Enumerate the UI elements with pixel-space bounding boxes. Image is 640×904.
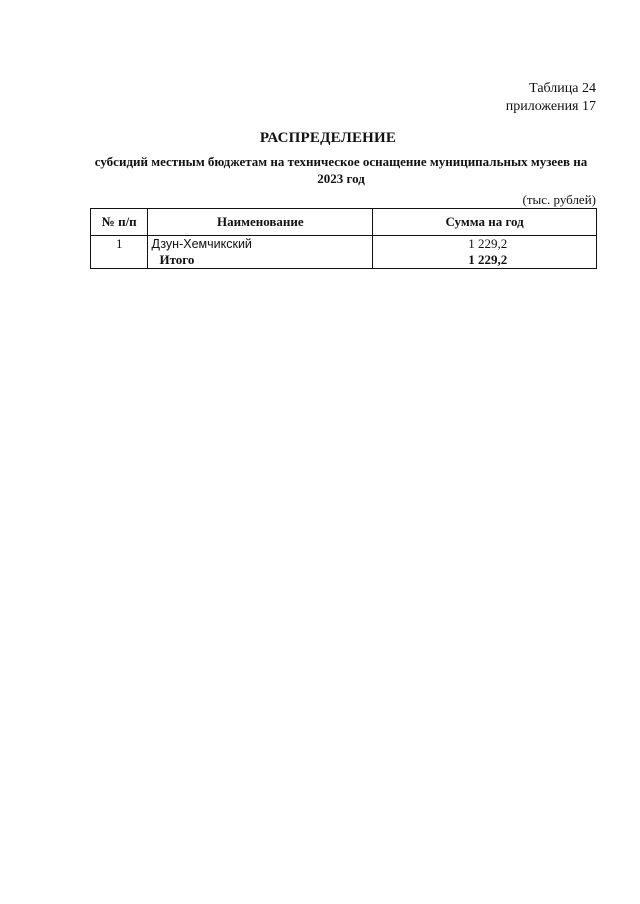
municipality-amount: 1 229,2 [468, 236, 508, 251]
table-number: Таблица 24 [529, 81, 596, 96]
municipality-name: Дзун-Хемчикский [151, 237, 252, 251]
column-header-name: Наименование [148, 209, 373, 236]
row-number-cell [91, 236, 148, 269]
row-amount-cell [373, 236, 597, 269]
appendix-number: приложения 17 [505, 99, 596, 114]
subtitle-line-2: 2023 год [317, 171, 365, 186]
row-name-cell [148, 236, 373, 269]
column-header-amount: Сумма на год [373, 209, 597, 236]
document-subtitle [86, 153, 596, 187]
distribution-table [90, 208, 597, 269]
table-row [91, 236, 597, 269]
table-header-row [91, 209, 597, 236]
table-reference [506, 80, 596, 116]
column-header-number: № п/п [91, 209, 148, 236]
row-number: 1 [115, 236, 123, 251]
total-label: Итого [159, 252, 195, 267]
total-amount: 1 229,2 [468, 252, 508, 267]
units-note: (тыс. рублей) [522, 192, 596, 207]
subtitle-line-1: субсидий местным бюджетам на техническое оснащение муниципальных музеев на [94, 154, 588, 169]
document-title: РАСПРЕДЕЛЕНИЕ [259, 130, 397, 146]
